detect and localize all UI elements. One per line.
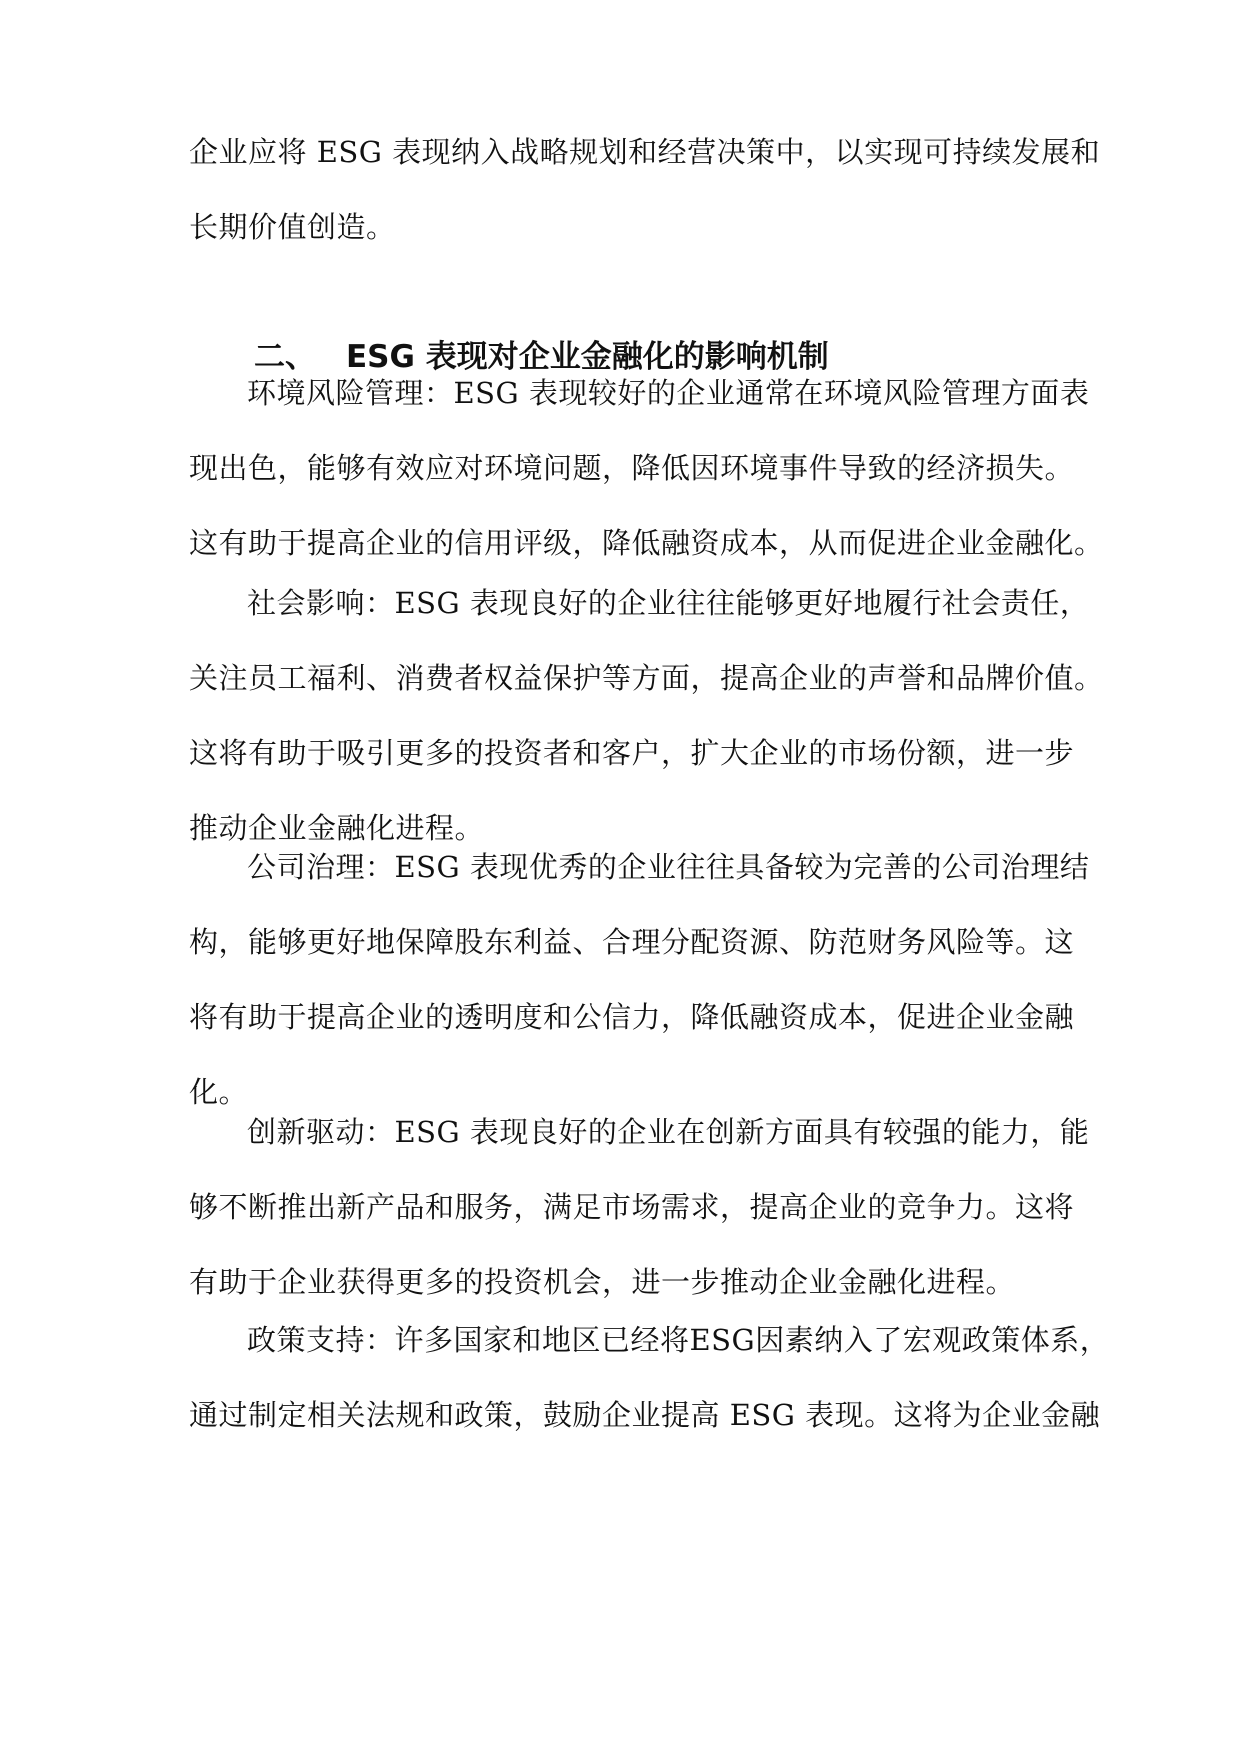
paragraph-governance [189, 830, 1090, 1130]
text-line: 化。 [189, 1075, 249, 1109]
paragraph-innovation [189, 1095, 1090, 1320]
text-line: 公司治理：ESG 表现优秀的企业往往具备较为完善的公司治理结 [247, 850, 1090, 884]
text-line: 推动企业金融化进程。 [189, 811, 485, 845]
paragraph-social [189, 566, 1104, 866]
text-line: 够不断推出新产品和服务，满足市场需求，提高企业的竞争力。这将 [189, 1190, 1075, 1224]
text-line: 这将有助于吸引更多的投资者和客户，扩大企业的市场份额，进一步 [189, 736, 1075, 770]
paragraph-environment [189, 356, 1104, 581]
text-line: 政策支持：许多国家和地区已经将ESG因素纳入了宏观政策体系， [247, 1323, 1110, 1357]
text-line: 社会影响：ESG 表现良好的企业往往能够更好地履行社会责任， [247, 586, 1090, 620]
section-number: 二、 [254, 339, 316, 375]
text-line: 这有助于提高企业的信用评级，降低融资成本，从而促进企业金融化。 [189, 526, 1104, 560]
text-line: 环境风险管理：ESG 表现较好的企业通常在环境风险管理方面表 [247, 376, 1090, 410]
text-line: 有助于企业获得更多的投资机会，进一步推动企业金融化进程。 [189, 1265, 1016, 1299]
section-title: ESG 表现对企业金融化的影响机制 [346, 339, 829, 375]
intro-paragraph [189, 115, 1101, 265]
text-line: 创新驱动：ESG 表现良好的企业在创新方面具有较强的能力，能 [247, 1115, 1090, 1149]
text-line: 关注员工福利、消费者权益保护等方面，提高企业的声誉和品牌价值。 [189, 661, 1104, 695]
text-line: 现出色，能够有效应对环境问题，降低因环境事件导致的经济损失。 [189, 451, 1075, 485]
text-line: 长期价值创造。 [189, 210, 396, 244]
text-line: 企业应将 ESG 表现纳入战略规划和经营决策中，以实现可持续发展和 [189, 135, 1101, 169]
text-line: 通过制定相关法规和政策，鼓励企业提高 ESG 表现。这将为企业金融 [189, 1398, 1101, 1432]
paragraph-policy [189, 1303, 1110, 1453]
text-line: 构，能够更好地保障股东利益、合理分配资源、防范财务风险等。这 [189, 925, 1075, 959]
text-line: 将有助于提高企业的透明度和公信力，降低融资成本，促进企业金融 [189, 1000, 1075, 1034]
